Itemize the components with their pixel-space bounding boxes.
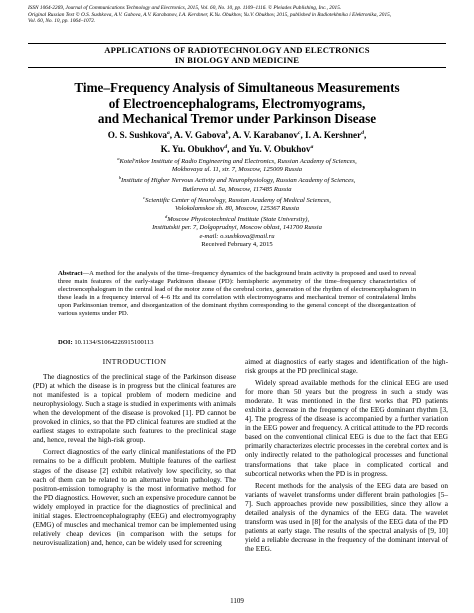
doi-value[interactable]: 10.1134/S1064226915100113 [74, 339, 154, 346]
author-affil-mark: c [297, 130, 301, 136]
affil-line: Mokhovaya ul. 11, str. 7, Moscow, 125009 Russia [171, 166, 303, 174]
affil-line: Institutskii per. 7, Dolgoprudnyi, Moscow oblast, 141700 Russia [152, 224, 322, 232]
article-title [28, 80, 446, 127]
title-line: and Mechanical Tremor under Parkinson Disease [97, 111, 377, 127]
author-list [28, 128, 446, 155]
affil-mark: a [117, 156, 120, 161]
affil-line: Scientific Center of Neurology, Russian Academy of Medical Sciences, [145, 196, 331, 204]
authors-line: O. S. Sushkova$^a$, A. V. Gabova$^b$, A. V. Karabanov$^c$, I. A. Kershner$^d$, [107, 130, 367, 141]
affil-line: Kotel'nikov Institute of Radio Engineering and Electronics, Russian Academy of Sciences, [119, 158, 357, 166]
body-paragraph: Widely spread available methods for the clinical EEG are used for more than 50 years but the progress in such a study was moderate. It was mentioned in the first works that PD patients exhibit a decrease in the frequency of the EEG dominant rhythm [3, 4]. The progress of the disease is accompanied by a further variation in the EEG power and frequency. A critical attitude to the PD records based on the conventional clinical EEG is due to the fact that EEG primarily characterizes electric processes in the cerebral cortex and is only indirectly related to the pathological processes and functional transformations that take place in complicated cortical and subcortical networks when the PD is in progress. [245, 378, 448, 478]
abstract-text: —A method for the analysis of the time–frequency dynamics of the background brain activity is proposed and used to reveal three main features of the early-stage Parkinson disease (PD): hemispheric asymmetry of the time–frequency characteristics of electroencephalogram in the central lead of the motor zone of the cerebral cortex, generation of the rhythm of electroencephalogram in these leads in a frequency interval of 4–6 Hz and its correlation with electromyograms and mechanical tremor of contralateral limbs upon Parkinsonian tremor, and disorganization of the dominant rhythm corresponding to the general concept of the disorganization of various systems under PD. [58, 270, 416, 318]
body-paragraph: aimed at diagnostics of early stages and identification of the high-risk groups at the PD preclinical stage. [245, 357, 448, 376]
body-column-left [33, 357, 236, 547]
affil-line: Volokolamskoe sh. 80, Moscow, 125367 Russia [174, 205, 300, 213]
affiliations [28, 155, 446, 249]
author-affil-mark: a [310, 143, 314, 150]
affil-line: Butlerova ul. 5a, Moscow, 117485 Russia [182, 185, 292, 193]
affil-mark: d [164, 214, 168, 220]
meta-line: Vol. 60, No. 10, pp. 1064–1072. [28, 18, 96, 25]
affiliation [28, 174, 446, 193]
author-affil-mark: a [167, 130, 170, 136]
author-name: K. Yu. Obukhov [160, 143, 225, 154]
section-heading-introduction: INTRODUCTION [102, 357, 167, 366]
author-name: I. A. Kershner [305, 130, 362, 141]
affiliation [28, 194, 446, 213]
page-number: 1109 [230, 597, 244, 605]
section-title [28, 45, 446, 65]
title-line: of Electroencephalograms, Electromyograms, [108, 95, 366, 111]
affil-line: Institute of Higher Nervous Activity and Neurophysiology, Russian Academy of Sciences, [121, 177, 356, 185]
abstract-label: Abstract [58, 270, 83, 277]
body-paragraph: Correct diagnostics of the early clinical manifestations of the PD remains to be a difficult problem. Multiple features of the earliest stages of the disease [2] exhibit relatively low specificity, so that each of them can be related to an alternative brain pathology. The positron-emission tomography is the most informative method for the PD diagnostics. However, such an expensive procedure cannot be widely employed in practice for the diagnostics of preclinical and initial stages. Electroencephalography (EEG) and electromyography (EMG) of muscles and mechanical tremor can be implemented using relatively cheap devices (in comparison with the setups for neurovisualization) and, hence, can be widely used for screening [33, 447, 236, 547]
affil-mark: c [143, 194, 146, 200]
author-name: O. S. Sushkova [107, 130, 168, 141]
affiliation [28, 155, 446, 174]
doi [58, 339, 416, 347]
section-title-line: IN BIOLOGY AND MEDICINE [174, 55, 300, 65]
author-affil-mark: d [361, 130, 364, 136]
meta-line: Original Russian Text © O.S. Sushkova, A.V. Gabova, A.V. Karabanov, I.A. Kershner, K.Yu. Obukhov, Yu.V. Obukhov, 2015, published in Radiotekhnika i Elektronika, 2015, [28, 11, 392, 18]
affiliation [28, 213, 446, 232]
body-column-right [245, 357, 448, 553]
journal-meta-header [28, 5, 448, 25]
section-title-line: APPLICATIONS OF RADIOTECHNOLOGY AND ELECTRONICS [104, 45, 370, 55]
author-name: A. V. Karabanov [232, 130, 298, 141]
header-rule-bottom [28, 67, 446, 68]
author-name: A. V. Gabova [173, 130, 226, 141]
authors-line: K. Yu. Obukhov$^d$, and Yu. V. Obukhov$^a$ [160, 143, 314, 154]
header-rule-top [28, 43, 446, 44]
abstract [58, 270, 416, 319]
title-line: Time–Frequency Analysis of Simultaneous Measurements [74, 80, 400, 95]
body-paragraph: Recent methods for the analysis of the EEG data are based on variants of wavelet transforms under different brain pathologies [5–7]. Such approaches provide new possibilities, since they allow a detailed analysis of the dynamics of the EEG data. The wavelet transform was used in [8] for the analysis of the EEG data of the PD patients at early stage. The results of the spectral analysis of [9, 10] yield a reliable decrease in the frequency of the dominant interval of the EEG. [245, 480, 448, 553]
body-paragraph: The diagnostics of the preclinical stage of the Parkinson disease (PD) at which the disease is in progress but the clinical features are not manifested is a topical problem of modern medicine and neurophysiology. Such a stage is studied in experiments with animals when the development of the disease is provoked [1]. PD cannot be provoked in clinics, so that the PD clinical features are studied at the earliest stages to extrapolate such features to the preclinical stage and, hence, reveal the high-risk group. [33, 372, 236, 445]
doi-label: DOI: [58, 339, 73, 346]
affil-line: Moscow Physicotechnical Institute (State University), [167, 216, 310, 224]
affil-mark: b [118, 175, 121, 181]
author-affil-mark: d [224, 143, 228, 150]
author-affil-mark: b [225, 130, 229, 136]
author-name: Yu. V. Obukhov [248, 143, 311, 154]
contact-email[interactable]: e-mail: o.sushkova@mail.ru [199, 232, 275, 240]
received-date: Received February 4, 2015 [201, 240, 273, 248]
meta-line: ISSN 1064-2269, Journal of Communications Technology and Electronics, 2015, Vol. 60, No. 10, pp. 1109–1116. © Pleiades Publishing, Inc., 2015. [28, 5, 342, 11]
